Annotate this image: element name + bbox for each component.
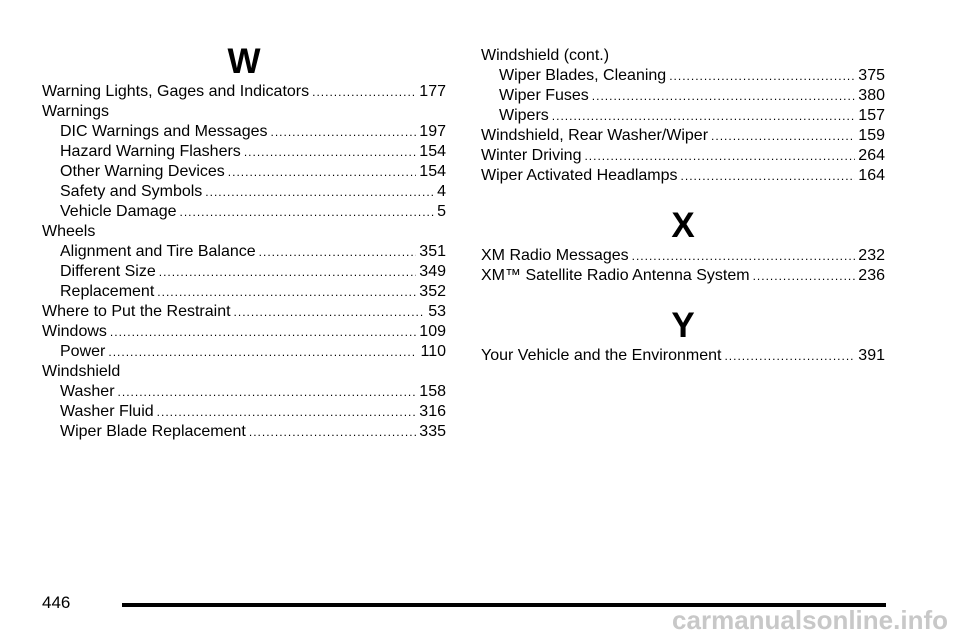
dot-leader bbox=[711, 126, 855, 146]
entry-page: 316 bbox=[419, 403, 446, 420]
index-entry bbox=[42, 322, 446, 342]
index-subentry bbox=[42, 202, 446, 222]
entry-label: Warnings bbox=[42, 103, 109, 120]
index-entry-heading bbox=[42, 102, 446, 122]
entry-label: Alignment and Tire Balance bbox=[60, 243, 256, 260]
section-spacer bbox=[481, 286, 885, 308]
index-column-left bbox=[42, 44, 446, 442]
dot-leader bbox=[108, 342, 417, 362]
entry-page: 351 bbox=[419, 243, 446, 260]
index-entry-heading bbox=[481, 46, 885, 66]
entry-label: Wheels bbox=[42, 223, 96, 240]
index-subentry bbox=[42, 262, 446, 282]
entry-label: Vehicle Damage bbox=[60, 203, 177, 220]
entry-label: Wiper Activated Headlamps bbox=[481, 167, 678, 184]
index-subentry bbox=[42, 402, 446, 422]
dot-leader bbox=[753, 266, 856, 286]
dot-leader bbox=[584, 146, 855, 166]
dot-leader bbox=[234, 302, 426, 322]
entry-label: Replacement bbox=[60, 283, 155, 300]
entry-label: Hazard Warning Flashers bbox=[60, 143, 241, 160]
index-entry bbox=[481, 266, 885, 286]
section-heading-x: X bbox=[671, 206, 695, 245]
dot-leader bbox=[180, 202, 435, 222]
entry-label: Wipers bbox=[499, 107, 549, 124]
index-entry bbox=[42, 302, 446, 322]
entry-label: Where to Put the Restraint bbox=[42, 303, 231, 320]
dot-leader bbox=[157, 402, 417, 422]
index-entry bbox=[481, 146, 885, 166]
dot-leader bbox=[110, 322, 416, 342]
entry-page: 154 bbox=[419, 163, 446, 180]
entry-label: Safety and Symbols bbox=[60, 183, 203, 200]
dot-leader bbox=[669, 66, 855, 86]
entry-page: 164 bbox=[858, 167, 885, 184]
dot-leader bbox=[271, 122, 417, 142]
entry-label: Windshield bbox=[42, 363, 121, 380]
index-subentry bbox=[42, 242, 446, 262]
dot-leader bbox=[244, 142, 416, 162]
entry-label: Washer Fluid bbox=[60, 403, 154, 420]
entry-page: 109 bbox=[419, 323, 446, 340]
dot-leader bbox=[118, 382, 417, 402]
entry-page: 380 bbox=[858, 87, 885, 104]
watermark: carmanualsonline.info bbox=[672, 605, 948, 635]
entry-label: Wiper Blades, Cleaning bbox=[499, 67, 667, 84]
index-entry bbox=[42, 82, 446, 102]
entry-page: 197 bbox=[419, 123, 446, 140]
entry-label: Wiper Blade Replacement bbox=[60, 423, 246, 440]
index-entry-heading bbox=[42, 222, 446, 242]
section-spacer bbox=[481, 186, 885, 208]
entry-label: Your Vehicle and the Environment bbox=[481, 347, 722, 364]
entry-page: 352 bbox=[419, 283, 446, 300]
entry-page: 53 bbox=[428, 303, 446, 320]
dot-leader bbox=[681, 166, 856, 186]
entry-page: 110 bbox=[420, 343, 446, 360]
dot-leader bbox=[552, 106, 856, 126]
entry-label: Other Warning Devices bbox=[60, 163, 225, 180]
index-entry bbox=[481, 126, 885, 146]
entry-label: Washer bbox=[60, 383, 115, 400]
dot-leader bbox=[205, 182, 434, 202]
entry-page: 5 bbox=[437, 203, 446, 220]
index-entry bbox=[481, 166, 885, 186]
index-subentry bbox=[481, 106, 885, 126]
dot-leader bbox=[249, 422, 416, 442]
entry-label: XM Radio Messages bbox=[481, 247, 629, 264]
dot-leader bbox=[312, 82, 416, 102]
index-subentry bbox=[42, 422, 446, 442]
entry-page: 335 bbox=[419, 423, 446, 440]
entry-label: Winter Driving bbox=[481, 147, 582, 164]
entry-page: 391 bbox=[858, 347, 885, 364]
entry-page: 375 bbox=[858, 67, 885, 84]
entry-label: Windshield (cont.) bbox=[481, 47, 610, 64]
entry-page: 236 bbox=[858, 267, 885, 284]
entry-page: 177 bbox=[419, 83, 446, 100]
entry-label: Wiper Fuses bbox=[499, 87, 589, 104]
entry-page: 264 bbox=[858, 147, 885, 164]
dot-leader bbox=[632, 246, 856, 266]
entry-label: Different Size bbox=[60, 263, 156, 280]
entry-page: 158 bbox=[419, 383, 446, 400]
index-subentry bbox=[42, 122, 446, 142]
index-subentry bbox=[42, 382, 446, 402]
section-heading-y: Y bbox=[671, 306, 695, 345]
index-subentry bbox=[481, 66, 885, 86]
entry-label: XM™ Satellite Radio Antenna System bbox=[481, 267, 750, 284]
entry-page: 154 bbox=[419, 143, 446, 160]
index-column-right bbox=[481, 46, 885, 366]
entry-label: Warning Lights, Gages and Indicators bbox=[42, 83, 310, 100]
section-heading-w: W bbox=[227, 42, 261, 81]
index-subentry bbox=[42, 182, 446, 202]
dot-leader bbox=[228, 162, 417, 182]
entry-page: 157 bbox=[858, 107, 885, 124]
entry-label: Windshield, Rear Washer/Wiper bbox=[481, 127, 709, 144]
entry-page: 349 bbox=[419, 263, 446, 280]
entry-page: 159 bbox=[858, 127, 885, 144]
index-entry-heading bbox=[42, 362, 446, 382]
entry-label: Power bbox=[60, 343, 106, 360]
index-subentry bbox=[42, 142, 446, 162]
dot-leader bbox=[724, 346, 855, 366]
entry-page: 232 bbox=[858, 247, 885, 264]
index-subentry bbox=[42, 342, 446, 362]
page-number: 446 bbox=[42, 593, 71, 612]
dot-leader bbox=[259, 242, 417, 262]
dot-leader bbox=[592, 86, 856, 106]
entry-label: Windows bbox=[42, 323, 107, 340]
index-subentry bbox=[42, 162, 446, 182]
index-entry bbox=[481, 346, 885, 366]
entry-page: 4 bbox=[437, 183, 446, 200]
dot-leader bbox=[159, 262, 417, 282]
index-subentry bbox=[42, 282, 446, 302]
index-subentry bbox=[481, 86, 885, 106]
dot-leader bbox=[157, 282, 416, 302]
entry-label: DIC Warnings and Messages bbox=[60, 123, 268, 140]
index-entry bbox=[481, 246, 885, 266]
